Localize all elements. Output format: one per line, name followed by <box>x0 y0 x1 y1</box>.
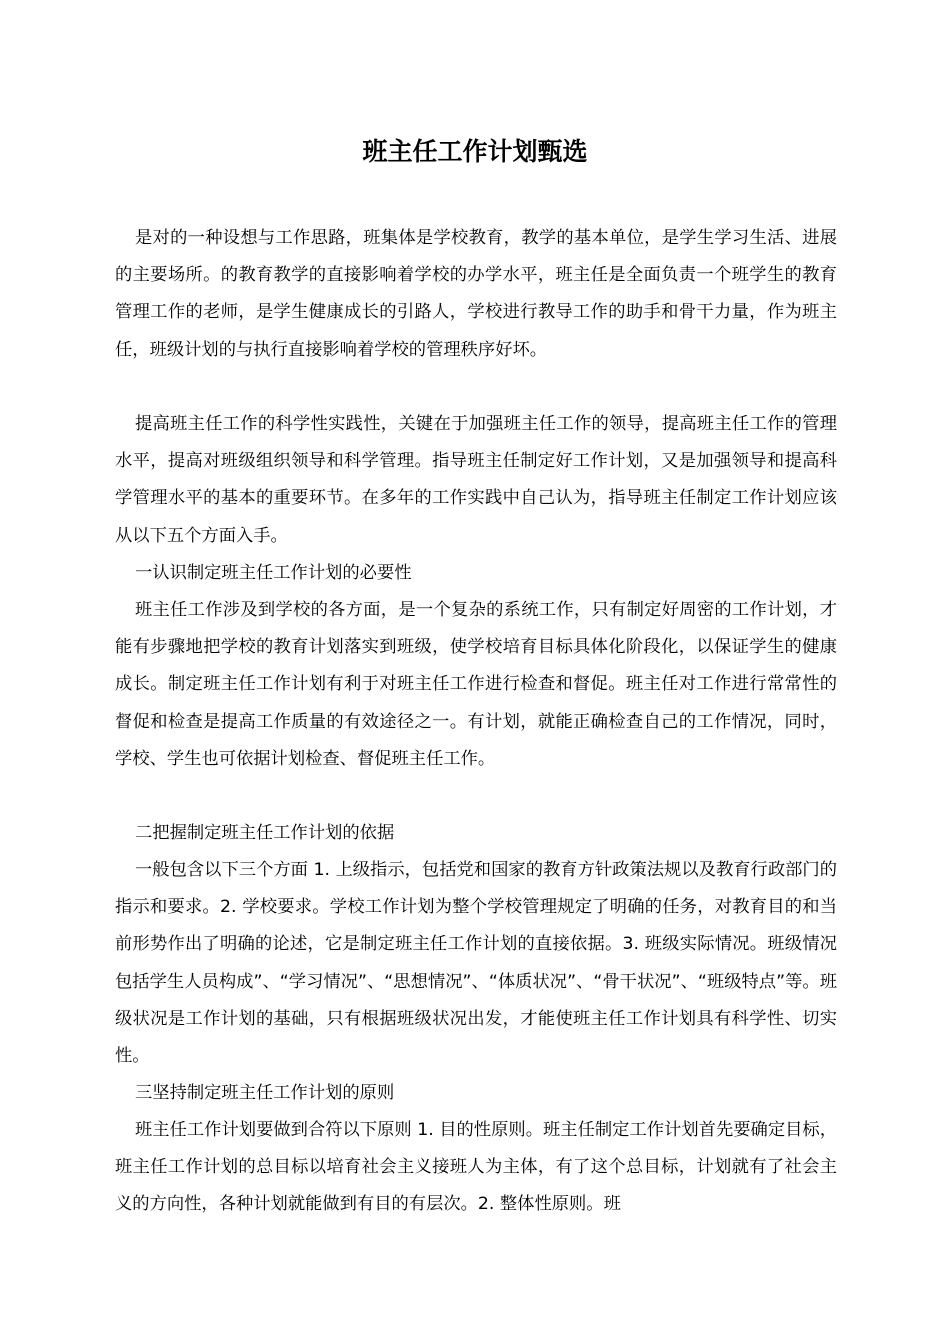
section-heading-principles: 三坚持制定班主任工作计划的原则 <box>135 1083 395 1103</box>
page-title: 班主任工作计划甄选 <box>362 137 588 166</box>
paragraph-principles: 班主任工作计划要做到合符以下原则 1. 目的性原则。班主任制定工作计划首先要确定目标，班主任工作计划的总目标以培育社会主义接班人为主体，有了这个总目标，计划就有了社会主义的方向性，各种计划就能做到有目的有层次。2. 整体性原则。班 <box>115 1120 837 1215</box>
paragraph-leadership: 提高班主任工作的科学性实践性，关键在于加强班主任工作的领导，提高班主任工作的管理水平，提高对班级组织领导和科学管理。指导班主任制定好工作计划，又是加强领导和提高科学管理水平的基本的重要环节。在多年的工作实践中自己认为，指导班主任制定工作计划应该从以下五个方面入手。 <box>115 414 837 546</box>
paragraph-necessity: 班主任工作涉及到学校的各方面，是一个复杂的系统工作，只有制定好周密的工作计划，才能有步骤地把学校的教育计划落实到班级，使学校培育目标具体化阶段化，以保证学生的健康成长。制定班主任工作计划有利于对班主任工作进行检查和督促。班主任对工作进行常常性的督促和检查是提高工作质量的有效途径之一。有计划，就能正确检查自己的工作情况，同时，学校、学生也可依据计划检查、督促班主任工作。 <box>115 600 837 769</box>
section-heading-necessity: 一认识制定班主任工作计划的必要性 <box>135 563 412 583</box>
section-heading-basis: 二把握制定班主任工作计划的依据 <box>135 823 395 843</box>
paragraph-basis: 一般包含以下三个方面 1. 上级指示，包括党和国家的教育方针政策法规以及教育行政部门的指示和要求。2. 学校要求。学校工作计划为整个学校管理规定了明确的任务，对教育目的和当前形势作出了明确的论述，它是制定班主任工作计划的直接依据。3. 班级实际情况。班级情况包括学生人员构成”、“学习情况”、“思想情况”、“体质状况”、“骨干状况”、“班级特点”等。班级状况是工作计划的基础，只有根据班级状况出发，才能使班主任工作计划具有科学性、切实性。 <box>115 860 837 1067</box>
paragraph-intro: 是对的一种设想与工作思路，班集体是学校教育，教学的基本单位，是学生学习生活、进展的主要场所。的教育教学的直接影响着学校的办学水平，班主任是全面负责一个班学生的教育管理工作的老师，是学生健康成长的引路人，学校进行教导工作的助手和骨干力量，作为班主任，班级计划的与执行直接影响着学校的管理秩序好坏。 <box>115 228 837 360</box>
